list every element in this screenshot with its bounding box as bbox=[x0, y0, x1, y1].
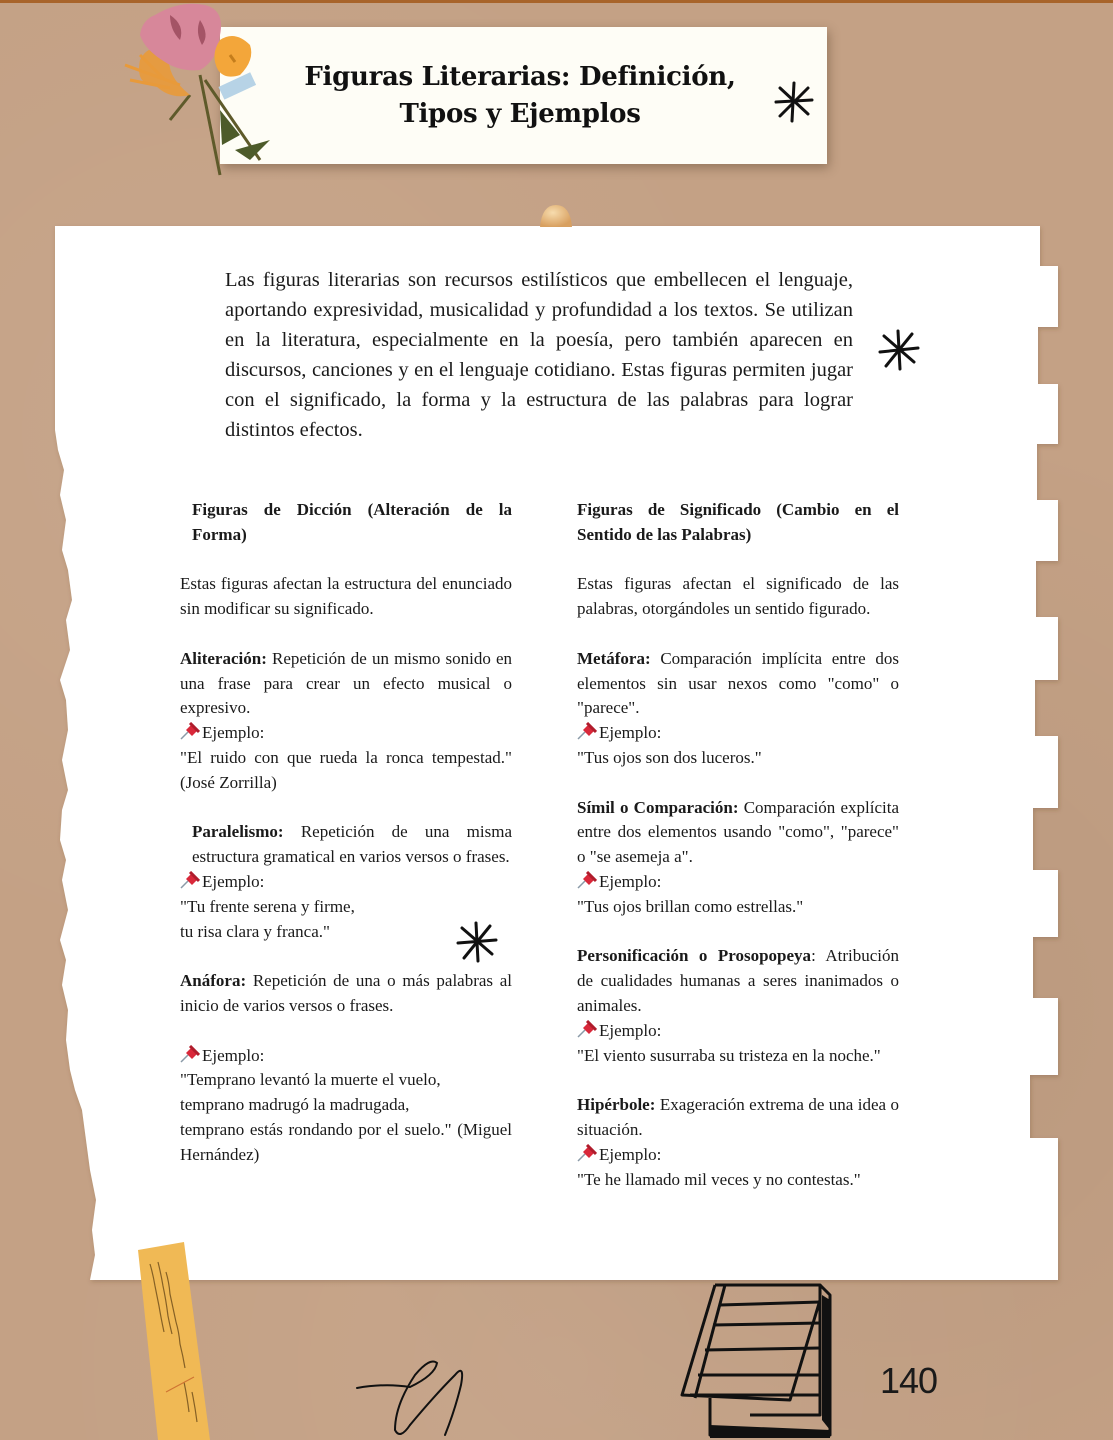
section-heading: Figuras de Significado (Cambio en el Sentido de las Palabras) bbox=[577, 500, 899, 544]
figure-definition: Repetición de una o más palabras al inicio de varios versos o frases. bbox=[180, 971, 513, 1015]
figure-entry bbox=[180, 969, 512, 1167]
figure-definition: Exageración extrema de una idea o situación. bbox=[577, 1095, 899, 1139]
example-text: temprano madrugó la madrugada, bbox=[180, 1095, 410, 1115]
flower-icon bbox=[110, 0, 290, 185]
signature-icon bbox=[355, 1355, 475, 1440]
example-label: Ejemplo: bbox=[599, 723, 662, 743]
title-line-2: Tipos y Ejemplos bbox=[399, 99, 641, 129]
pushpin-icon bbox=[577, 1144, 597, 1162]
figure-entry bbox=[180, 820, 512, 944]
pushpin-icon bbox=[577, 722, 597, 740]
figure-definition: Repetición de una misma estructura gramatical en varios versos o frases. bbox=[192, 822, 512, 867]
example-text: temprano estás rondando por el suelo." (Miguel Hernández) bbox=[180, 1119, 512, 1164]
figure-name: Anáfora: bbox=[180, 971, 247, 991]
asterisk-icon bbox=[772, 80, 816, 124]
figure-entry bbox=[577, 647, 899, 771]
notebook-icon bbox=[680, 1280, 840, 1440]
figure-definition: Repetición de un mismo sonido en una frase para crear un efecto musical o expresivo. bbox=[180, 648, 513, 718]
example-label: Ejemplo: bbox=[599, 1144, 662, 1164]
figure-name: Aliteración: bbox=[180, 648, 267, 668]
pushpin-icon bbox=[577, 1020, 597, 1038]
example-label: Ejemplo: bbox=[599, 871, 662, 891]
figure-name: Símil o Comparación: bbox=[577, 797, 739, 817]
example-label: Ejemplo: bbox=[202, 723, 265, 743]
example-text: "Tu frente serena y firme, bbox=[180, 896, 355, 916]
column-figuras-diccion bbox=[180, 498, 512, 1168]
example-text: "El viento susurraba su tristeza en la noche." bbox=[577, 1045, 881, 1065]
example-text: tu risa clara y franca." bbox=[180, 921, 330, 941]
title-card bbox=[220, 27, 827, 164]
pushpin-icon bbox=[180, 722, 200, 740]
example-label: Ejemplo: bbox=[202, 1045, 265, 1065]
title-line-1: Figuras Literarias: Definición, bbox=[304, 62, 736, 92]
figure-entry bbox=[577, 1093, 899, 1192]
figure-name: Paralelismo: bbox=[192, 822, 284, 842]
pushpin-icon bbox=[180, 1045, 200, 1063]
figure-entry bbox=[180, 647, 512, 796]
figure-definition: Comparación explícita entre dos elementos usando "como", "parece" o "se asemeja a". bbox=[577, 797, 900, 867]
figure-definition: : Atribución de cualidades humanas a seres inanimados o animales. bbox=[577, 946, 899, 1015]
example-text: "Temprano levantó la muerte el vuelo, bbox=[180, 1070, 441, 1090]
pushpin-icon bbox=[577, 871, 597, 889]
example-text: "Tus ojos brillan como estrellas." bbox=[577, 896, 804, 916]
example-text: "Tus ojos son dos luceros." bbox=[577, 747, 762, 767]
intro-paragraph: Las figuras literarias son recursos estilísticos que embellecen el lenguaje, aportando expresividad, musicalidad y profundidad a los textos. Se utilizan en la literatura, especialmente en la poesía, pero también aparecen en discursos, canciones y en el lenguaje cotidiano. Estas figuras permiten jugar con el significado, la forma y la estructura de las palabras para lograr distintos efectos. bbox=[225, 269, 853, 441]
section-description: Estas figuras afectan la estructura del enunciado sin modificar su significado. bbox=[180, 574, 512, 619]
asterisk-icon bbox=[878, 328, 920, 372]
figure-name: Personificación o Prosopopeya bbox=[577, 946, 812, 966]
handwritten-paper-strip bbox=[136, 1242, 211, 1440]
page-title bbox=[280, 59, 760, 133]
pushpin-icon bbox=[180, 871, 200, 889]
page-number: 140 bbox=[880, 1360, 938, 1401]
example-label: Ejemplo: bbox=[202, 871, 265, 891]
section-heading: Figuras de Dicción (Alteración de la Forma) bbox=[192, 500, 512, 544]
example-label: Ejemplo: bbox=[599, 1020, 662, 1040]
figure-definition: Comparación implícita entre dos elementos sin usar nexos como "como" o "parece". bbox=[577, 648, 900, 718]
column-figuras-significado bbox=[577, 498, 899, 1192]
figure-name: Hipérbole: bbox=[577, 1095, 656, 1115]
example-text: "Te he llamado mil veces y no contestas." bbox=[577, 1169, 861, 1189]
figure-entry bbox=[577, 944, 899, 1068]
example-text: "El ruido con que rueda la ronca tempestad." (José Zorrilla) bbox=[180, 747, 512, 792]
section-description: Estas figuras afectan el significado de las palabras, otorgándoles un sentido figurado. bbox=[577, 574, 899, 619]
figure-entry bbox=[577, 796, 899, 920]
pushpin-head bbox=[538, 203, 574, 233]
figure-name: Metáfora: bbox=[577, 648, 651, 668]
